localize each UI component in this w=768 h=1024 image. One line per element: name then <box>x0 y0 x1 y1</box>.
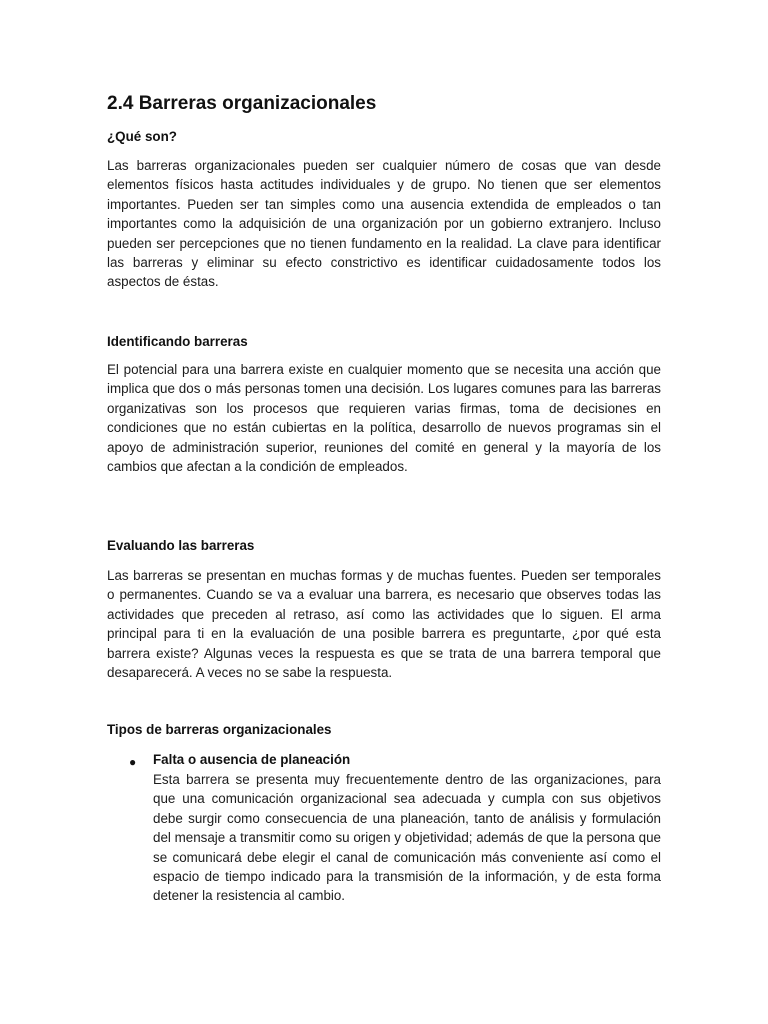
bullet-icon: ● <box>129 755 137 769</box>
barrier-types-list <box>107 751 661 906</box>
section-paragraph-que-son: Las barreras organizacionales pueden ser cualquier número de cosas que van desde elementos físicos hasta actitudes individuales y de grupo. No tienen que ser elementos importantes. Pueden ser tan simples como una ausencia extendida de empleados o tan importantes como la adquisición de una organización por un gobierno extranjero. Incluso pueden ser percepciones que no tienen fundamento en la realidad. La clave para identificar las barreras y eliminar su efecto constrictivo es identificar cuidadosamente todos los aspectos de éstas. <box>107 158 661 290</box>
list-item-title: Falta o ausencia de planeación <box>153 752 351 767</box>
section-heading-que-son: ¿Qué son? <box>107 129 177 144</box>
section-heading-tipos-barreras: Tipos de barreras organizacionales <box>107 722 332 737</box>
section-heading-evaluando-barreras: Evaluando las barreras <box>107 538 255 553</box>
section-paragraph-evaluando-barreras: Las barreras se presentan en muchas formas y de muchas fuentes. Pueden ser temporales o permanentes. Cuando se va a evaluar una barrera, es necesario que observes todas las actividades que preceden al retraso, así como las actividades que lo siguen. El arma principal para ti en la evaluación de una posible barrera es preguntarte, ¿por qué esta barrera existe? Algunas veces la respuesta es que se trata de una barrera temporal que desaparecerá. A veces no se sabe la respuesta. <box>107 568 661 681</box>
list-item <box>107 751 661 906</box>
list-item-text: Esta barrera se presenta muy frecuentemente dentro de las organizaciones, para que una comunicación organizacional sea adecuada y cumpla con sus objetivos debe surgir como consecuencia de una planeación, tanto de análisis y formulación del mensaje a transmitir como su origen y objetividad; además de que la persona que se comunicará debe elegir el canal de comunicación más conveniente así como el espacio de tiempo indicado para la transmisión de la información, y de esta forma detener la resistencia al cambio. <box>153 772 661 904</box>
section-heading-identificando-barreras: Identificando barreras <box>107 334 248 349</box>
section-paragraph-identificando-barreras: El potencial para una barrera existe en cualquier momento que se necesita una acción que implica que dos o más personas tomen una decisión. Los lugares comunes para las barreras organizativas son los procesos que requieren varias firmas, toma de decisiones en condiciones que no están cubiertas en la política, desarrollo de nuevos programas sin el apoyo de administración superior, reuniones del comité en general y la mayoría de los cambios que afectan a la condición de empleados. <box>107 362 661 475</box>
page-title: 2.4 Barreras organizacionales <box>107 93 377 114</box>
